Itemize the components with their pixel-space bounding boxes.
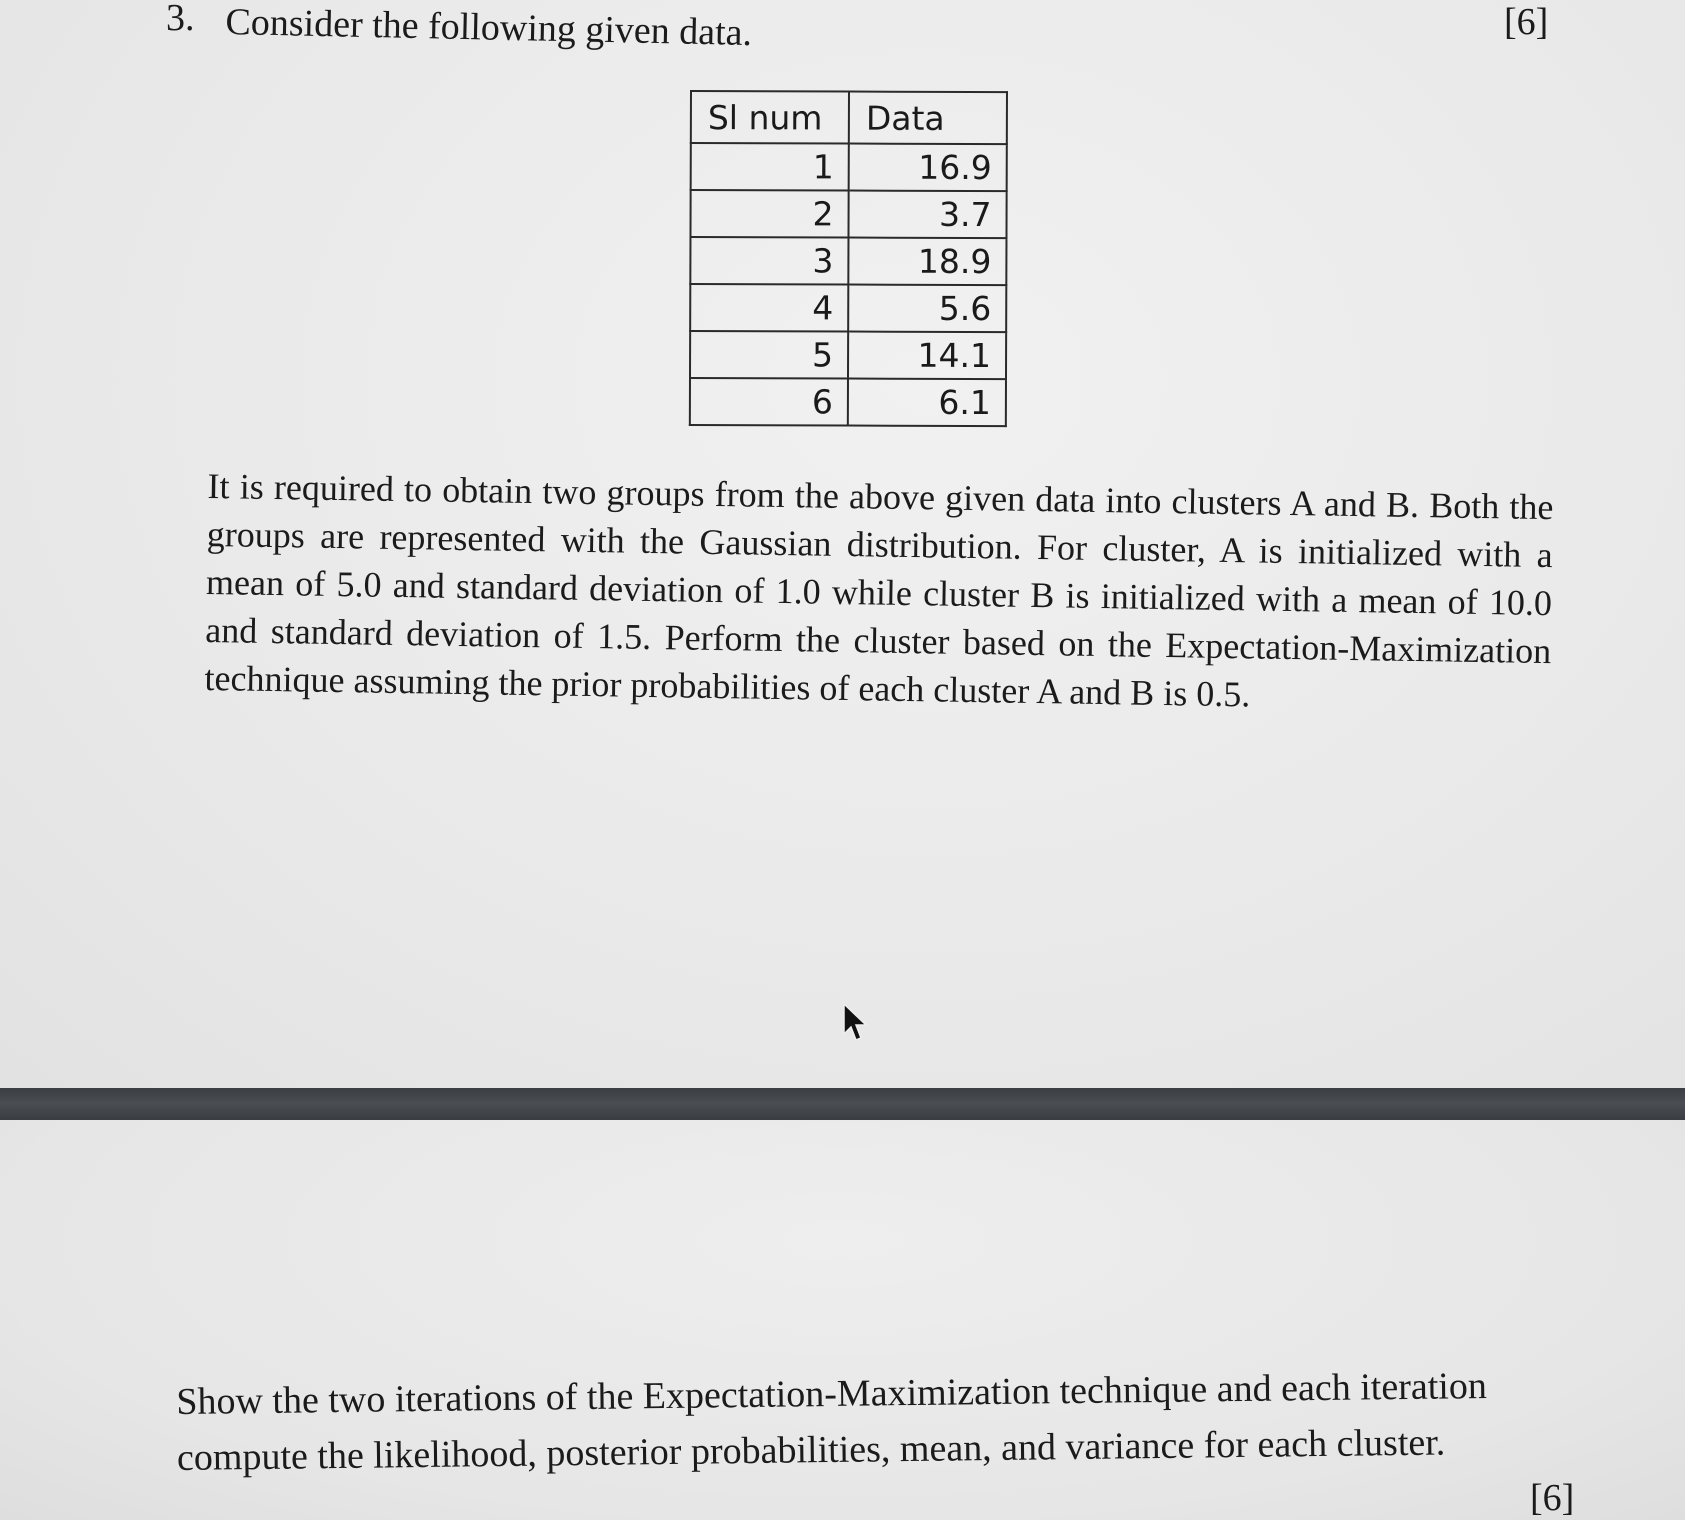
table-cell-data: 16.9 [849, 144, 1007, 192]
table-header-sl-num: Sl num [691, 91, 849, 144]
question-heading: Consider the following given data. [225, 0, 753, 55]
table-cell-sl: 4 [690, 284, 848, 332]
question-marks-bottom: [6] [1530, 1477, 1575, 1519]
table-row [690, 378, 1006, 426]
screen-divider-bar [0, 1088, 1685, 1120]
table-cell-sl: 5 [690, 331, 848, 379]
table-cell-data: 18.9 [848, 238, 1006, 286]
table-cell-data: 6.1 [848, 379, 1006, 427]
task-instruction: Show the two iterations of the Expectation-Maximization technique and each iteration compute the likelihood, posterior probabilities, mean, and variance for each cluster. [176, 1364, 1488, 1479]
table-cell-sl: 1 [691, 143, 849, 191]
problem-description: It is required to obtain two groups from the above given data into clusters A and B. Both the groups are represented with the Gaussian distribution. For cluster, A is initialized with a mean of 5.0 and standard deviation of 1.0 while cluster B is initialized with a mean of 10.0 and standard deviation of 1.5. Perform the cluster based on the Expectation-Maximization technique assuming the prior probabilities of each cluster A and B is 0.5. [204, 465, 1554, 715]
table-header-data: Data [849, 92, 1007, 145]
table-row [691, 143, 1007, 191]
table-header-row [691, 91, 1007, 144]
data-table [689, 90, 1008, 427]
table-cell-sl: 3 [690, 237, 848, 285]
table-row [690, 190, 1006, 238]
table-row [690, 331, 1006, 379]
question-marks-top: [6] [1504, 1, 1549, 43]
mouse-pointer-icon [842, 1002, 868, 1044]
table-row [690, 284, 1006, 332]
table-cell-data: 3.7 [848, 191, 1006, 239]
table-cell-data: 5.6 [848, 285, 1006, 333]
table-cell-data: 14.1 [848, 332, 1006, 380]
table-cell-sl: 2 [690, 190, 848, 238]
table-row [690, 237, 1006, 285]
table-cell-sl: 6 [690, 378, 848, 426]
question-number: 3. [166, 0, 195, 39]
